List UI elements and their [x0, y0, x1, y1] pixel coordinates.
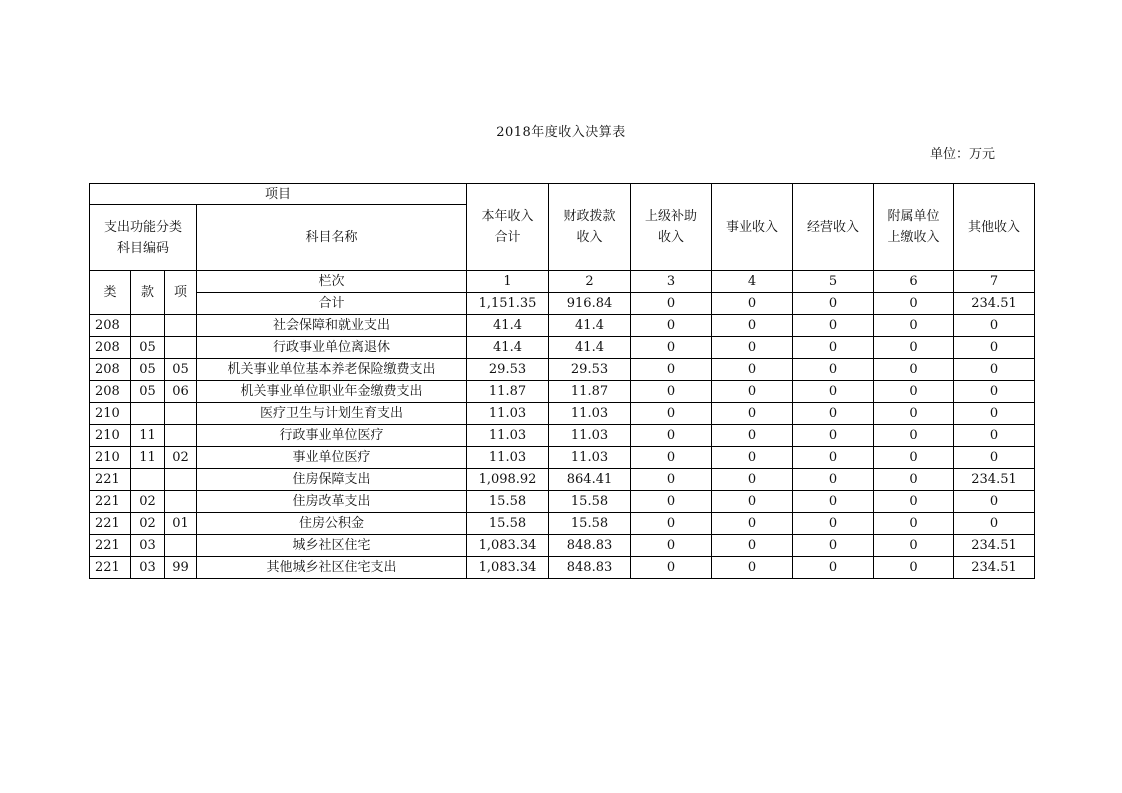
value-cell: 0 — [874, 491, 954, 513]
header-lei: 类 — [90, 271, 131, 315]
value-cell: 0 — [631, 425, 712, 447]
value-cell: 11.87 — [467, 381, 549, 403]
value-cell: 41.4 — [467, 337, 549, 359]
code-xiang-cell — [165, 469, 197, 491]
value-cell: 11.87 — [549, 381, 631, 403]
table-row — [90, 403, 1035, 425]
code-lei-cell: 210 — [90, 403, 131, 425]
value-cell: 0 — [954, 359, 1035, 381]
value-cell: 0 — [712, 315, 793, 337]
header-col-affiliate: 附属单位 上缴收入 — [874, 184, 954, 271]
value-cell: 15.58 — [549, 491, 631, 513]
subject-name-cell: 住房改革支出 — [197, 491, 467, 513]
code-kuan-cell: 11 — [131, 447, 165, 469]
value-cell: 0 — [874, 315, 954, 337]
header-col-upper: 上级补助 收入 — [631, 184, 712, 271]
code-kuan-cell: 03 — [131, 535, 165, 557]
header-row-lanci — [90, 271, 1035, 293]
header-xiang: 项 — [165, 271, 197, 315]
total-value-cell: 0 — [631, 293, 712, 315]
value-cell: 0 — [874, 557, 954, 579]
code-kuan-cell: 05 — [131, 359, 165, 381]
value-cell: 0 — [954, 491, 1035, 513]
value-cell: 29.53 — [549, 359, 631, 381]
value-cell: 0 — [793, 557, 874, 579]
code-kuan-cell: 05 — [131, 337, 165, 359]
value-cell: 0 — [631, 447, 712, 469]
subject-name-cell: 机关事业单位职业年金缴费支出 — [197, 381, 467, 403]
value-cell: 0 — [874, 513, 954, 535]
value-cell: 0 — [793, 359, 874, 381]
header-col-finance: 财政拨款 收入 — [549, 184, 631, 271]
subject-name-cell: 住房保障支出 — [197, 469, 467, 491]
value-cell: 11.03 — [467, 403, 549, 425]
column-number: 1 — [467, 271, 549, 293]
table-row — [90, 491, 1035, 513]
code-lei-cell: 210 — [90, 447, 131, 469]
table-row — [90, 337, 1035, 359]
value-cell: 0 — [712, 447, 793, 469]
code-lei-cell: 221 — [90, 469, 131, 491]
total-value-cell: 0 — [712, 293, 793, 315]
code-kuan-cell — [131, 315, 165, 337]
total-label: 合计 — [197, 293, 467, 315]
code-xiang-cell — [165, 491, 197, 513]
value-cell: 15.58 — [467, 513, 549, 535]
value-cell: 0 — [631, 513, 712, 535]
value-cell: 0 — [793, 447, 874, 469]
code-lei-cell: 208 — [90, 381, 131, 403]
column-number: 3 — [631, 271, 712, 293]
value-cell: 11.03 — [467, 447, 549, 469]
code-lei-cell: 221 — [90, 535, 131, 557]
subject-name-cell: 社会保障和就业支出 — [197, 315, 467, 337]
data-rows — [90, 315, 1035, 579]
subject-name-cell: 行政事业单位医疗 — [197, 425, 467, 447]
value-cell: 0 — [874, 469, 954, 491]
table-row — [90, 425, 1035, 447]
value-cell: 0 — [712, 491, 793, 513]
code-xiang-cell — [165, 535, 197, 557]
value-cell: 234.51 — [954, 557, 1035, 579]
header-col-business: 事业收入 — [712, 184, 793, 271]
value-cell: 0 — [712, 337, 793, 359]
value-cell: 0 — [712, 557, 793, 579]
value-cell: 0 — [793, 425, 874, 447]
code-kuan-cell: 02 — [131, 513, 165, 535]
value-cell: 0 — [793, 403, 874, 425]
value-cell: 41.4 — [467, 315, 549, 337]
column-number: 5 — [793, 271, 874, 293]
total-value-cell: 1,151.35 — [467, 293, 549, 315]
total-row — [90, 293, 1035, 315]
value-cell: 11.03 — [549, 425, 631, 447]
total-value-cell: 916.84 — [549, 293, 631, 315]
value-cell: 1,083.34 — [467, 535, 549, 557]
value-cell: 29.53 — [467, 359, 549, 381]
code-kuan-cell: 03 — [131, 557, 165, 579]
subject-name-cell: 事业单位医疗 — [197, 447, 467, 469]
page-title: 2018年度收入决算表 — [496, 125, 626, 140]
table-row — [90, 513, 1035, 535]
header-row-project — [90, 184, 1035, 205]
value-cell: 0 — [954, 403, 1035, 425]
column-number: 2 — [549, 271, 631, 293]
value-cell: 0 — [874, 535, 954, 557]
value-cell: 1,083.34 — [467, 557, 549, 579]
table-row — [90, 469, 1035, 491]
code-kuan-cell: 02 — [131, 491, 165, 513]
code-lei-cell: 208 — [90, 315, 131, 337]
code-kuan-cell: 05 — [131, 381, 165, 403]
subject-name-cell: 住房公积金 — [197, 513, 467, 535]
total-value-cell: 234.51 — [954, 293, 1035, 315]
value-cell: 0 — [631, 337, 712, 359]
value-cell: 0 — [954, 447, 1035, 469]
value-cell: 0 — [712, 425, 793, 447]
header-col-total: 本年收入 合计 — [467, 184, 549, 271]
header-kuan: 款 — [131, 271, 165, 315]
total-value-cell: 0 — [874, 293, 954, 315]
value-cell: 0 — [954, 337, 1035, 359]
value-cell: 0 — [712, 359, 793, 381]
value-cell: 848.83 — [549, 557, 631, 579]
code-kuan-cell: 11 — [131, 425, 165, 447]
header-lanci: 栏次 — [197, 271, 467, 293]
value-cell: 0 — [712, 403, 793, 425]
value-cell: 0 — [874, 447, 954, 469]
value-cell: 0 — [793, 513, 874, 535]
value-cell: 0 — [793, 535, 874, 557]
code-xiang-cell: 99 — [165, 557, 197, 579]
total-value-cell: 0 — [793, 293, 874, 315]
value-cell: 0 — [712, 513, 793, 535]
code-lei-cell: 208 — [90, 359, 131, 381]
value-cell: 41.4 — [549, 337, 631, 359]
subject-name-cell: 行政事业单位离退休 — [197, 337, 467, 359]
value-cell: 0 — [712, 535, 793, 557]
subject-name-cell: 机关事业单位基本养老保险缴费支出 — [197, 359, 467, 381]
header-col-operate: 经营收入 — [793, 184, 874, 271]
header-project: 项目 — [90, 184, 467, 205]
value-cell: 0 — [874, 337, 954, 359]
header-func-class: 支出功能分类 科目编码 — [90, 205, 197, 271]
value-cell: 0 — [793, 381, 874, 403]
value-cell: 0 — [631, 381, 712, 403]
value-cell: 0 — [631, 535, 712, 557]
value-cell: 0 — [874, 403, 954, 425]
code-kuan-cell — [131, 469, 165, 491]
table-row — [90, 557, 1035, 579]
value-cell: 0 — [793, 491, 874, 513]
value-cell: 0 — [631, 491, 712, 513]
code-kuan-cell — [131, 403, 165, 425]
header-subject-name: 科目名称 — [197, 205, 467, 271]
column-number: 4 — [712, 271, 793, 293]
code-xiang-cell — [165, 425, 197, 447]
code-xiang-cell: 05 — [165, 359, 197, 381]
value-cell: 0 — [793, 315, 874, 337]
value-cell: 234.51 — [954, 535, 1035, 557]
value-cell: 864.41 — [549, 469, 631, 491]
table-row — [90, 447, 1035, 469]
value-cell: 11.03 — [549, 403, 631, 425]
table-row — [90, 315, 1035, 337]
code-lei-cell: 221 — [90, 491, 131, 513]
code-xiang-cell: 06 — [165, 381, 197, 403]
value-cell: 15.58 — [467, 491, 549, 513]
column-number: 7 — [954, 271, 1035, 293]
value-cell: 0 — [793, 337, 874, 359]
code-lei-cell: 208 — [90, 337, 131, 359]
value-cell: 0 — [954, 513, 1035, 535]
value-cell: 1,098.92 — [467, 469, 549, 491]
code-lei-cell: 221 — [90, 557, 131, 579]
code-lei-cell: 210 — [90, 425, 131, 447]
code-xiang-cell — [165, 315, 197, 337]
value-cell: 11.03 — [467, 425, 549, 447]
code-xiang-cell — [165, 403, 197, 425]
value-cell: 0 — [631, 359, 712, 381]
value-cell: 234.51 — [954, 469, 1035, 491]
value-cell: 0 — [954, 315, 1035, 337]
value-cell: 0 — [874, 425, 954, 447]
value-cell: 0 — [874, 359, 954, 381]
value-cell: 0 — [874, 381, 954, 403]
value-cell: 0 — [631, 315, 712, 337]
subject-name-cell: 城乡社区住宅 — [197, 535, 467, 557]
value-cell: 0 — [954, 425, 1035, 447]
unit-label: 单位：万元 — [930, 147, 996, 162]
header-col-other: 其他收入 — [954, 184, 1035, 271]
value-cell: 0 — [793, 469, 874, 491]
value-cell: 15.58 — [549, 513, 631, 535]
table-row — [90, 381, 1035, 403]
value-cell: 848.83 — [549, 535, 631, 557]
code-xiang-cell — [165, 337, 197, 359]
column-number: 6 — [874, 271, 954, 293]
subject-name-cell: 其他城乡社区住宅支出 — [197, 557, 467, 579]
subject-name-cell: 医疗卫生与计划生育支出 — [197, 403, 467, 425]
value-cell: 0 — [712, 381, 793, 403]
table-row — [90, 359, 1035, 381]
value-cell: 0 — [712, 469, 793, 491]
code-xiang-cell: 02 — [165, 447, 197, 469]
value-cell: 0 — [631, 469, 712, 491]
value-cell: 0 — [631, 403, 712, 425]
value-cell: 0 — [631, 557, 712, 579]
table-row — [90, 535, 1035, 557]
revenue-final-accounts-table — [89, 183, 1035, 579]
code-lei-cell: 221 — [90, 513, 131, 535]
value-cell: 0 — [954, 381, 1035, 403]
value-cell: 41.4 — [549, 315, 631, 337]
value-cell: 11.03 — [549, 447, 631, 469]
code-xiang-cell: 01 — [165, 513, 197, 535]
